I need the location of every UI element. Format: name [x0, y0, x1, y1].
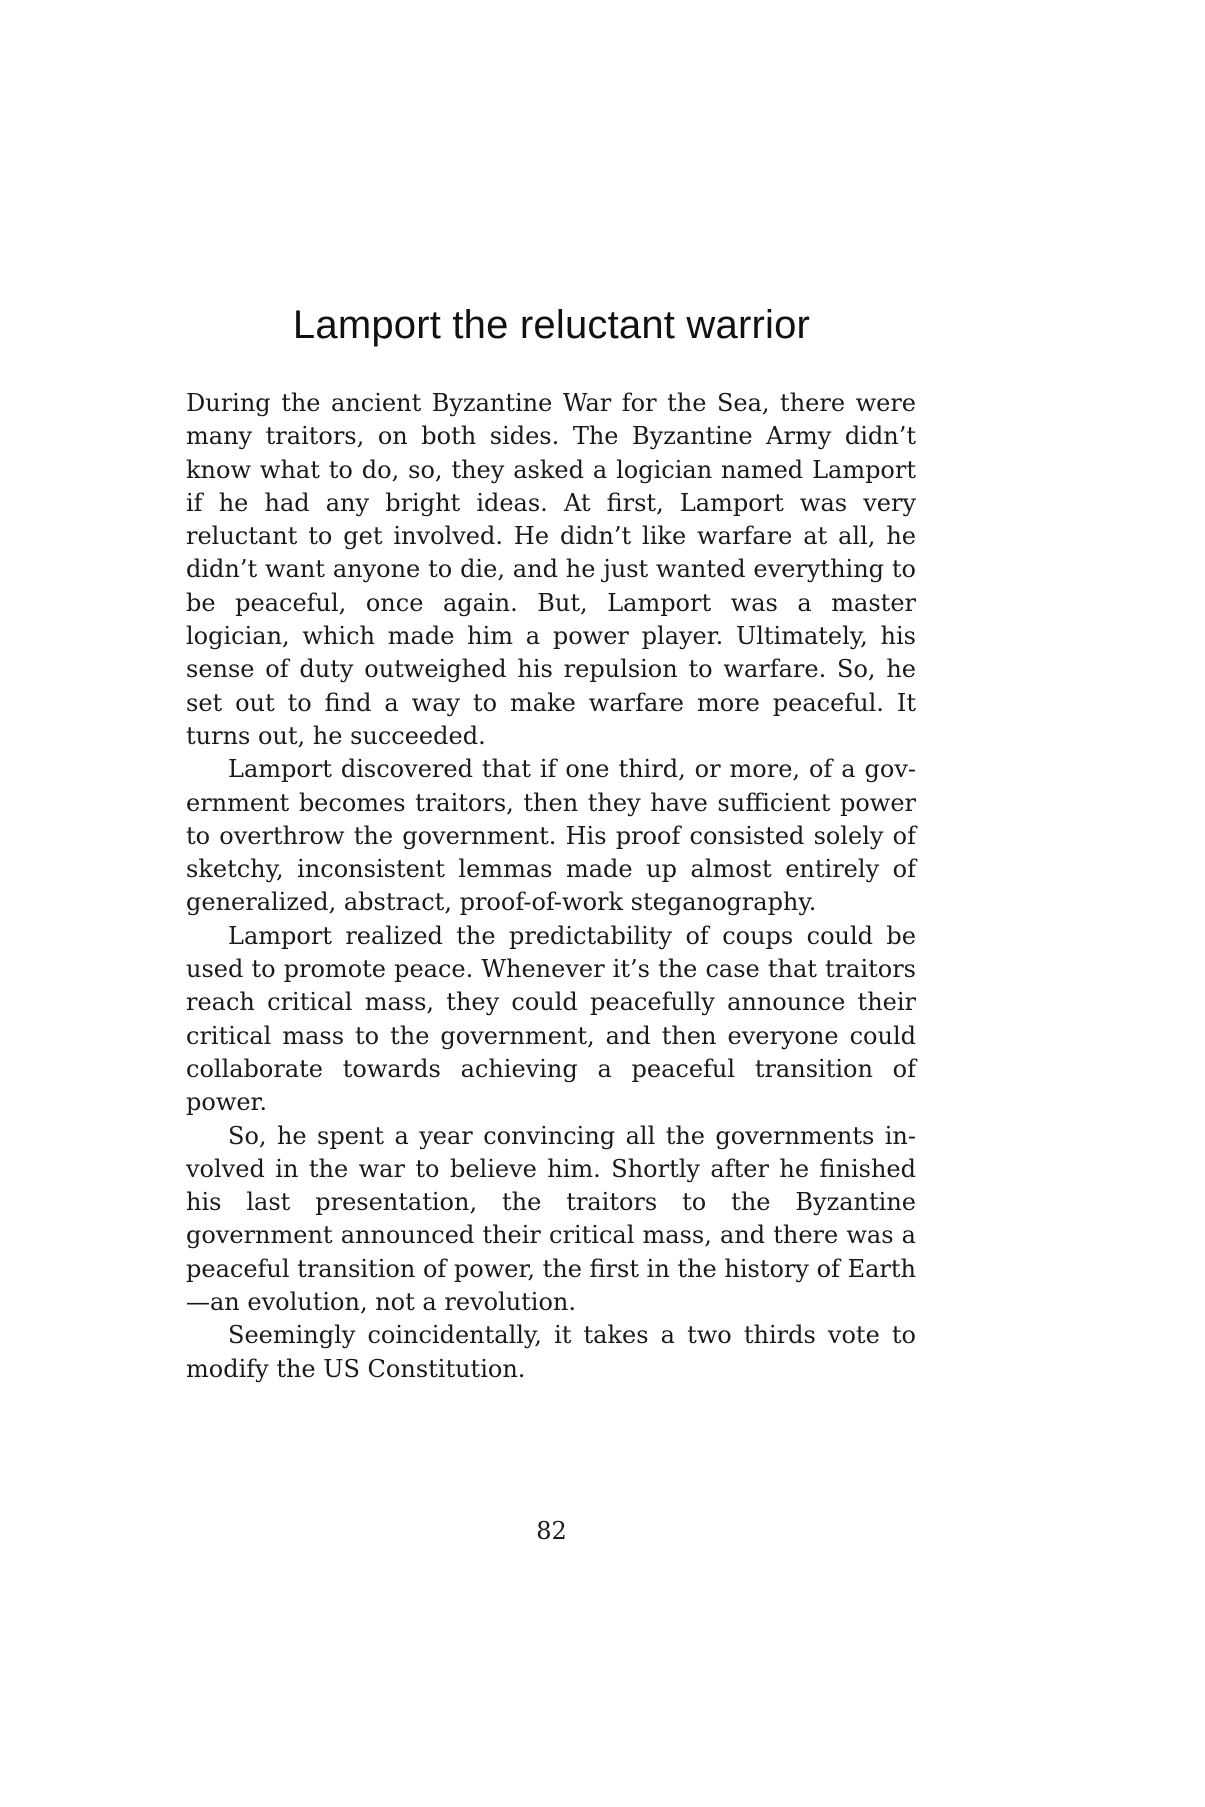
chapter-title: Lamport the reluctant warrior: [292, 303, 811, 347]
paragraph-1: During the ancient Byzantine War for the Sea, there were many traitors, on both sides. The Byzantine Army didn’t know what to do, so, they asked a logician named Lamport if he had any bright ideas. At first, Lamport was very reluctant to get involved. He didn’t like warfare at all, he didn’t want anyone to die, and he just wanted everything to be peaceful, once again. But, Lamport was a master logician, which made him a power player. Ultimately, his sense of duty outweighed his repulsion to warfare. So, he set out to find a way to make warfare more peaceful. It turns out, he succeeded.: [186, 389, 916, 750]
paragraph-5: Seemingly coincidentally, it takes a two thirds vote to modify the US Constitution.: [186, 1321, 916, 1383]
chapter-body: [186, 387, 916, 1386]
paragraph-2: Lamport discovered that if one third, or more, of a government becomes traitors, then they have sufficient power to overthrow the government. His proof consisted solely of sketchy, inconsistent lemmas made up almost entirely of generalized, abstract, proof-of-work steganography.: [186, 755, 916, 917]
paragraph-4: So, he spent a year convincing all the governments involved in the war to believe him. Shortly after he finished his last presentation, the traitors to the Byzantine government announced their critical mass, and there was a peaceful transition of power, the first in the history of Earth—an evolution, not a revolution.: [186, 1121, 916, 1317]
page-number: 82: [536, 1517, 567, 1545]
paragraph-3: Lamport realized the predictability of coups could be used to promote peace. Whenever it’s the case that traitors reach critical mass, they could peacefully announce their critical mass to the government, and then everyone could collaborate towards achieving a peaceful transition of power.: [186, 921, 916, 1117]
